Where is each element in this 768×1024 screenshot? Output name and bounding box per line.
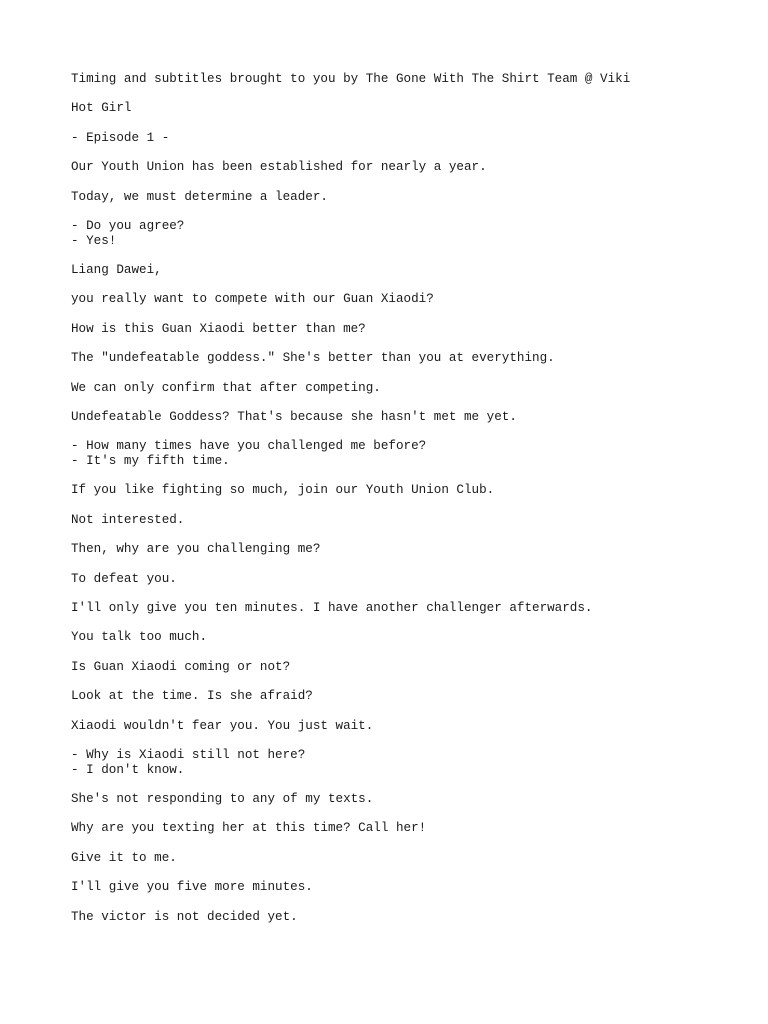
subtitle-line: You talk too much.: [71, 630, 208, 645]
subtitle-block: [71, 292, 751, 307]
subtitle-block: [71, 410, 751, 425]
subtitle-block: [71, 131, 751, 146]
subtitle-line: - Do you agree?: [71, 218, 185, 233]
subtitle-block: [71, 381, 751, 396]
subtitle-block: [71, 910, 751, 925]
subtitle-line: Why are you texting her at this time? Call her!: [71, 821, 427, 836]
subtitle-line: you really want to compete with our Guan Xiaodi?: [71, 292, 434, 307]
subtitle-block: [71, 660, 751, 675]
subtitle-line: - Yes!: [71, 233, 117, 248]
subtitle-line: I'll only give you ten minutes. I have another challenger afterwards.: [71, 601, 593, 616]
subtitle-line: - I don't know.: [71, 762, 185, 777]
subtitle-block: [71, 689, 751, 704]
subtitle-line: Liang Dawei,: [71, 263, 162, 278]
subtitle-block: [71, 72, 751, 87]
subtitle-line: Look at the time. Is she afraid?: [71, 689, 313, 704]
subtitle-line: Hot Girl: [71, 101, 132, 116]
subtitle-block: [71, 322, 751, 337]
subtitle-line: If you like fighting so much, join our Youth Union Club.: [71, 483, 495, 498]
subtitle-line: I'll give you five more minutes.: [71, 880, 313, 895]
subtitle-block: [71, 190, 751, 205]
subtitle-line: Not interested.: [71, 512, 185, 527]
subtitle-block: [71, 542, 751, 557]
subtitle-line: Today, we must determine a leader.: [71, 189, 328, 204]
subtitle-line: - Episode 1 -: [71, 130, 170, 145]
subtitle-line: To defeat you.: [71, 571, 177, 586]
subtitle-block: [71, 351, 751, 366]
subtitle-block: [71, 160, 751, 175]
subtitle-line: Xiaodi wouldn't fear you. You just wait.: [71, 718, 374, 733]
subtitle-block: [71, 263, 751, 278]
subtitle-block: [71, 572, 751, 587]
subtitle-line: The "undefeatable goddess." She's better than you at everything.: [71, 351, 555, 366]
subtitle-line: Then, why are you challenging me?: [71, 542, 321, 557]
subtitle-block: [71, 630, 751, 645]
subtitle-line: The victor is not decided yet.: [71, 909, 298, 924]
subtitle-block: [71, 719, 751, 734]
subtitle-line: Undefeatable Goddess? That's because she hasn't met me yet.: [71, 410, 517, 424]
subtitle-line: How is this Guan Xiaodi better than me?: [71, 321, 366, 336]
subtitle-line: Is Guan Xiaodi coming or not?: [71, 659, 291, 674]
subtitle-block: [71, 219, 751, 248]
subtitle-block: [71, 792, 751, 807]
subtitle-block: [71, 513, 751, 528]
subtitle-block: [71, 483, 751, 498]
subtitle-line: Our Youth Union has been established for nearly a year.: [71, 160, 487, 175]
subtitle-line: We can only confirm that after competing.: [71, 380, 381, 395]
subtitle-block: [71, 439, 751, 468]
subtitle-line: She's not responding to any of my texts.: [71, 792, 374, 807]
subtitle-block: [71, 821, 751, 836]
subtitle-line: - Why is Xiaodi still not here?: [71, 748, 306, 762]
subtitle-line: - How many times have you challenged me before?: [71, 439, 427, 454]
subtitle-block: [71, 101, 751, 116]
subtitle-block: [71, 748, 751, 777]
subtitle-transcript: [71, 72, 751, 939]
subtitle-block: [71, 601, 751, 616]
subtitle-line: Timing and subtitles brought to you by The Gone With The Shirt Team @ Viki: [71, 72, 631, 86]
subtitle-block: [71, 880, 751, 895]
subtitle-line: - It's my fifth time.: [71, 454, 230, 469]
subtitle-block: [71, 851, 751, 866]
subtitle-line: Give it to me.: [71, 850, 177, 865]
